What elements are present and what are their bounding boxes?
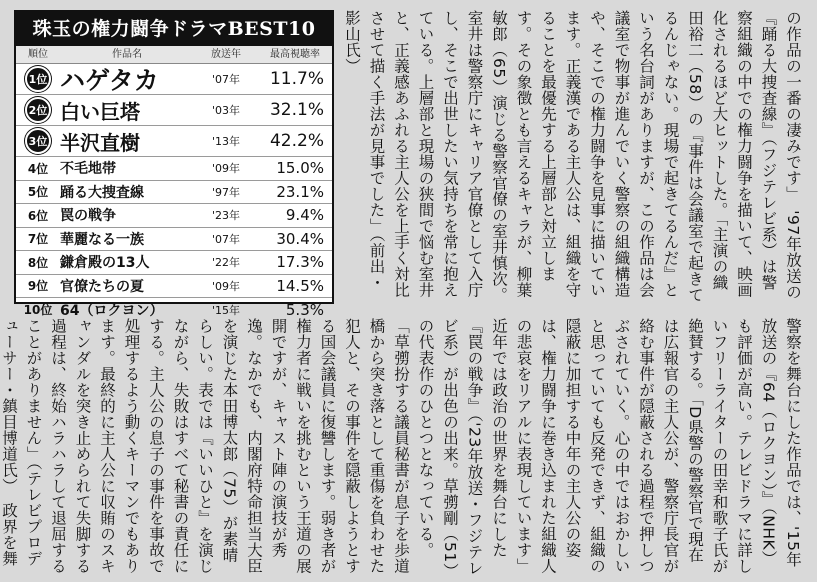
header-title: 作品名 bbox=[112, 49, 142, 60]
medal-icon: 3位 bbox=[25, 128, 51, 154]
ranking-box bbox=[14, 10, 334, 319]
row-rate: 9.4% bbox=[285, 206, 324, 225]
row-title: 64（ロクヨン） bbox=[60, 302, 164, 319]
row-rank: 8位 bbox=[27, 255, 49, 270]
row-year: '03年 bbox=[211, 104, 241, 117]
row-rate: 14.5% bbox=[276, 276, 324, 295]
row-year: '23年 bbox=[211, 209, 241, 223]
row-rank: 5位 bbox=[27, 185, 49, 200]
row-title: 白い巨塔 bbox=[60, 99, 140, 124]
table-row bbox=[16, 95, 332, 126]
row-rate: 30.4% bbox=[276, 229, 324, 248]
table-row bbox=[16, 251, 332, 275]
row-rate: 17.3% bbox=[276, 253, 324, 272]
article-text-bottom bbox=[0, 318, 805, 576]
row-rate: 5.3% bbox=[285, 300, 324, 319]
medal-icon: 2位 bbox=[25, 97, 51, 123]
row-title: 鎌倉殿の13人 bbox=[60, 255, 150, 272]
row-rank: 9位 bbox=[27, 279, 49, 294]
row-rank: 10位 bbox=[23, 303, 53, 318]
table-row bbox=[16, 64, 332, 95]
row-title: 半沢直樹 bbox=[60, 130, 140, 155]
row-year: '07年 bbox=[211, 232, 241, 246]
row-rate: 32.1% bbox=[269, 100, 324, 120]
row-year: '13年 bbox=[211, 135, 241, 148]
row-year: '15年 bbox=[211, 303, 241, 317]
row-rate: 23.1% bbox=[276, 182, 324, 201]
row-rate: 11.7% bbox=[269, 69, 324, 89]
row-title: 官僚たちの夏 bbox=[60, 278, 144, 295]
row-title: 不毛地帯 bbox=[60, 161, 116, 178]
table-row bbox=[16, 181, 332, 205]
row-year: '97年 bbox=[211, 185, 241, 199]
article-text-top bbox=[345, 10, 805, 306]
row-year: '09年 bbox=[211, 279, 241, 293]
table-row bbox=[16, 204, 332, 228]
row-rate: 15.0% bbox=[276, 159, 324, 178]
row-title: ハゲタカ bbox=[60, 66, 159, 95]
row-title: 踊る大捜査線 bbox=[60, 184, 144, 201]
row-year: '22年 bbox=[211, 256, 241, 270]
table-row bbox=[16, 228, 332, 252]
row-year: '07年 bbox=[211, 73, 241, 86]
crown-icon: 1位 bbox=[25, 66, 51, 92]
article-paragraph-bottom: 警察を舞台にした作品では、'15年放送の『64（ロクヨン）』（NHK）も評価が高い。テレビドラマに詳しいフリーライターの田幸和歌子氏が絶賛する。「D県警の警察官で現在は広報官の主人公が、警察庁長官が絡む事件が隠蔽される過程で押しつぶされていく。心の中ではおかしいと思っていても反発できず、組織の隠蔽に加担する中年の主人公の姿は、権力闘争に巻き込まれた組織人の悲哀をリアルに表現しています」 近年では政治の世界を舞台にした『罠の戦争』（'23年放送・フジテレビ系）が出色の出来。草彅剛（51）の代表作のひとつとなっている。「草彅扮する議員秘書が息子を歩道橋から突き落として重傷を負わせた犯人と、その事件を隠蔽しようとする国会議員に復讐します。弱き者が権力者に戦いを挑むという王道の展開ですが、キャスト陣の演技が秀逸。なかでも、内閣府特命担当大臣を演じた本田博太郎（75）が素晴らしい。表では『いいひと』を演じながら、失敗はすべて秘書の責任にする。主人公の息子の事件を事故で処理するよう動くキーマンでもあります。最終的に主人公に収賄のスキャンダルを突き止められて失脚する過程は、終始ハラハラして退屈することがありません」（テレビプロデューサー・鎮目博道氏） 政界を舞 bbox=[0, 318, 802, 576]
row-rate: 42.2% bbox=[269, 131, 324, 151]
article-paragraph-top: の作品の一番の凄みです」 '97年放送の『踊る大捜査線』（フジテレビ系）は警察組織の中での権力闘争を描いて、映画化されるほど大ヒットした。「主演の織田裕二（58）の『事件は会議室で起きてるんじゃない。現場で起きてるんだ』という名台詞がありますが、この作品は会議室で物事が進んでいく警察の組織構造や、そこでの権力闘争を見事に描いています。正義漢である主人公は、組織を守ることを最優先する上層部と対立します。その象徴とも言えるキャラが、柳葉敏郎（65）演じる警察官僚の室井慎次。室井は警察庁にキャリア官僚として入庁し、そこで出世したい気持ちを常に抱えている。上層部と現場の狭間で悩む室井と、正義感あふれる主人公を上手く対比させて描く手法が見事でした」（前出・影山氏） bbox=[343, 10, 802, 303]
table-row bbox=[16, 275, 332, 299]
header-year: 放送年 bbox=[211, 49, 241, 60]
row-title: 華麗なる一族 bbox=[60, 231, 144, 248]
row-title: 罠の戦争 bbox=[60, 208, 116, 225]
header-rate: 最高視聴率 bbox=[270, 49, 320, 60]
row-rank: 6位 bbox=[27, 208, 49, 223]
header-rank: 順位 bbox=[28, 49, 48, 60]
row-year: '09年 bbox=[211, 162, 241, 176]
table-row bbox=[16, 126, 332, 157]
row-rank: 7位 bbox=[27, 232, 49, 247]
ranking-title: 珠玉の権力闘争ドラマBEST10 bbox=[16, 12, 332, 46]
table-row bbox=[16, 157, 332, 181]
row-rank: 4位 bbox=[27, 161, 49, 176]
